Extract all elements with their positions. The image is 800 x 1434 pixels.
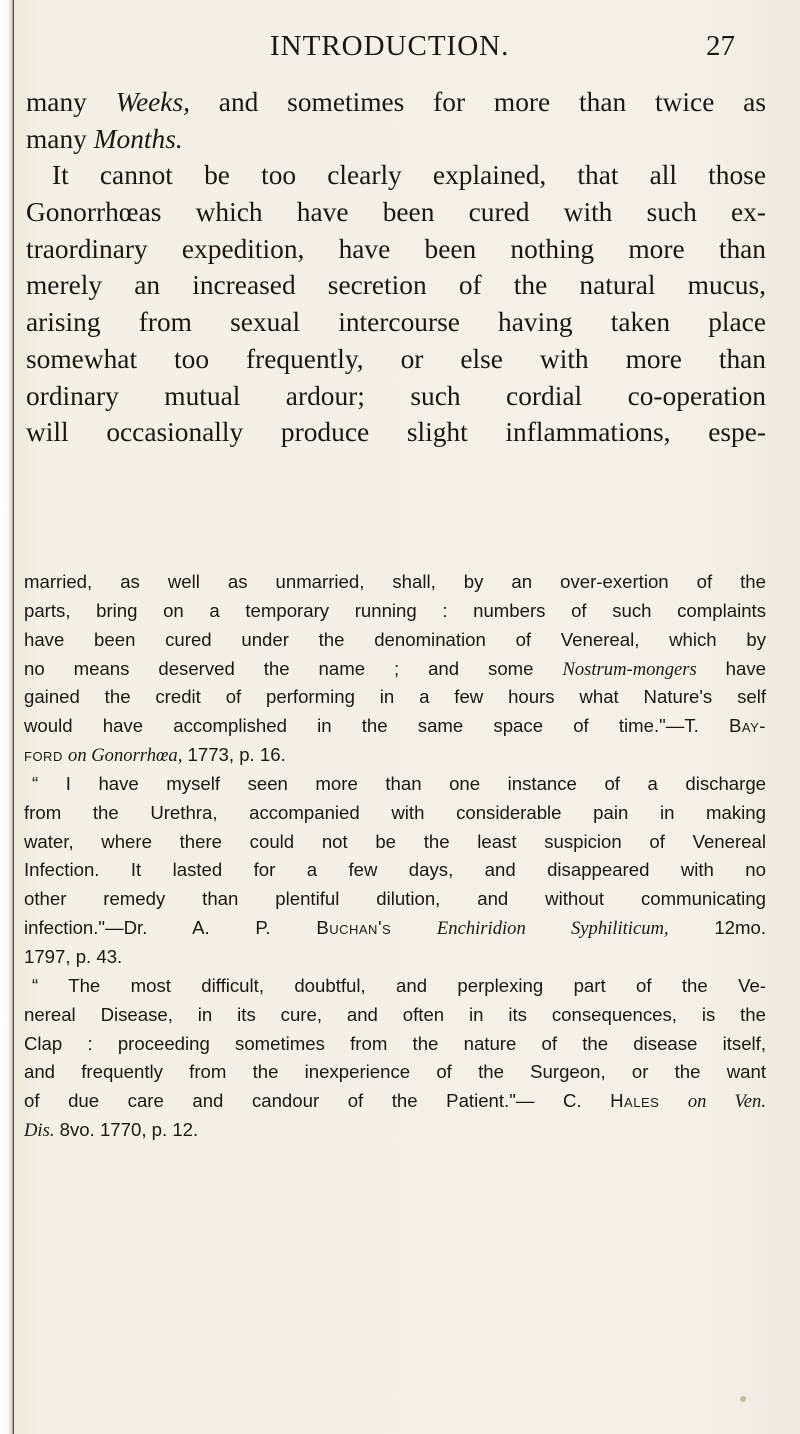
text-run: ordinary mutual ardour; such cordial co-operation bbox=[26, 380, 766, 411]
text-run: “ I have myself seen more than one instance of a discharge bbox=[32, 772, 766, 794]
text-run: no means deserved the name ; and some bbox=[24, 657, 563, 679]
text-run: 1773, p. 16. bbox=[182, 744, 286, 766]
italic-text: Nostrum-mongers bbox=[562, 658, 697, 680]
text-run: arising from sexual intercourse having taken place bbox=[26, 307, 766, 338]
text-run: Clap : proceeding sometimes from the nature of the disease itself, bbox=[24, 1032, 766, 1054]
text-run: will occasionally produce slight inflammations, espe- bbox=[26, 417, 766, 448]
text-line bbox=[26, 267, 766, 304]
italic-text: Enchiridion Syphiliticum, bbox=[436, 918, 669, 940]
footnote-line bbox=[24, 828, 766, 857]
footnote-line bbox=[24, 741, 766, 770]
text-run: other remedy than plentiful dilution, and without communicating bbox=[24, 888, 766, 910]
text-run: water, where there could not be the least suspicion of Venereal bbox=[24, 830, 766, 852]
text-run: 12mo. bbox=[668, 917, 766, 939]
text-line bbox=[26, 157, 766, 194]
italic-text: Weeks, bbox=[115, 87, 190, 117]
text-run: traordinary expedition, have been nothing more than bbox=[26, 233, 766, 264]
footnote-line bbox=[24, 597, 766, 626]
text-run: infection."—Dr. A. P. bbox=[24, 917, 317, 939]
footnote-line bbox=[24, 712, 766, 741]
text-run: Gonorrhœas which have been cured with such ex- bbox=[26, 197, 766, 228]
footnote-line bbox=[24, 972, 766, 1001]
italic-text: on Ven. bbox=[687, 1091, 766, 1113]
text-line bbox=[26, 84, 766, 121]
text-run: “ The most difficult, doubtful, and perplexing part of the Ve- bbox=[32, 974, 766, 996]
footnote-line bbox=[24, 914, 766, 943]
text-run: married, as well as unmarried, shall, by an over-exertion of the bbox=[24, 571, 766, 592]
footnote-line bbox=[24, 1116, 766, 1145]
running-title: INTRODUCTION. bbox=[270, 30, 510, 62]
page-number: 27 bbox=[706, 30, 735, 62]
footnote-line bbox=[24, 1058, 766, 1087]
footnote-block bbox=[24, 568, 766, 1145]
text-line bbox=[26, 194, 766, 231]
footnote-line bbox=[24, 1001, 766, 1030]
text-run: 1797, p. 43. bbox=[24, 945, 123, 967]
text-line bbox=[26, 414, 766, 451]
text-run: of due care and candour of the Patient."— C. bbox=[24, 1090, 611, 1112]
text-run: gained the credit of performing in a few hours what Nature's self bbox=[24, 686, 766, 708]
text-line bbox=[26, 231, 766, 268]
paper-speck bbox=[740, 1396, 746, 1402]
small-caps-text: ford bbox=[24, 744, 63, 766]
small-caps-text: Buchan's bbox=[316, 917, 392, 939]
footnote-line bbox=[24, 770, 766, 799]
text-run: It cannot be too clearly explained, that all those bbox=[52, 160, 766, 191]
text-run: somewhat too frequently, or else with more than bbox=[26, 343, 766, 374]
text-run: many bbox=[26, 123, 94, 154]
small-caps-text: Hales bbox=[610, 1090, 660, 1112]
text-run: would have accomplished in the same space of time."—T. bbox=[24, 715, 730, 737]
footnote-line bbox=[24, 1087, 766, 1116]
text-run: 8vo. 1770, p. 12. bbox=[54, 1119, 199, 1141]
text-run: nereal Disease, in its cure, and often in its consequences, is the bbox=[24, 1003, 766, 1025]
text-run: parts, bring on a temporary running : numbers of such complaints bbox=[24, 599, 766, 621]
text-run: and sometimes for more than twice as bbox=[189, 87, 766, 117]
italic-text: on Gonorrhœa, bbox=[68, 745, 183, 767]
text-line bbox=[26, 378, 766, 415]
text-run: have been cured under the denomination of Venereal, which by bbox=[24, 628, 766, 650]
footnote-line bbox=[24, 856, 766, 885]
text-line bbox=[26, 304, 766, 341]
text-line bbox=[26, 341, 766, 378]
footnote-line bbox=[24, 683, 766, 712]
footnote-line bbox=[24, 655, 766, 684]
text-run bbox=[659, 1090, 688, 1111]
text-run: from the Urethra, accompanied with considerable pain in making bbox=[24, 801, 766, 823]
italic-text: Months. bbox=[93, 123, 183, 154]
footnote-line bbox=[24, 799, 766, 828]
footnote-line bbox=[24, 885, 766, 914]
text-run: merely an increased secretion of the natural mucus, bbox=[26, 270, 766, 301]
running-head bbox=[0, 30, 800, 70]
main-text-block bbox=[26, 84, 766, 451]
text-run: many bbox=[26, 87, 116, 117]
small-caps-text: Bay- bbox=[729, 715, 766, 737]
text-run: have bbox=[696, 657, 766, 679]
footnote-line bbox=[24, 943, 766, 972]
text-line bbox=[26, 121, 766, 158]
text-run bbox=[391, 917, 437, 938]
text-run: Infection. It lasted for a few days, and disappeared with no bbox=[24, 859, 766, 881]
footnote-line bbox=[24, 1030, 766, 1059]
footnote-line bbox=[24, 626, 766, 655]
binding-edge bbox=[0, 0, 14, 1434]
italic-text: Dis. bbox=[24, 1120, 55, 1142]
footnote-line bbox=[24, 568, 766, 597]
text-run: and frequently from the inexperience of the Surgeon, or the want bbox=[24, 1061, 766, 1083]
